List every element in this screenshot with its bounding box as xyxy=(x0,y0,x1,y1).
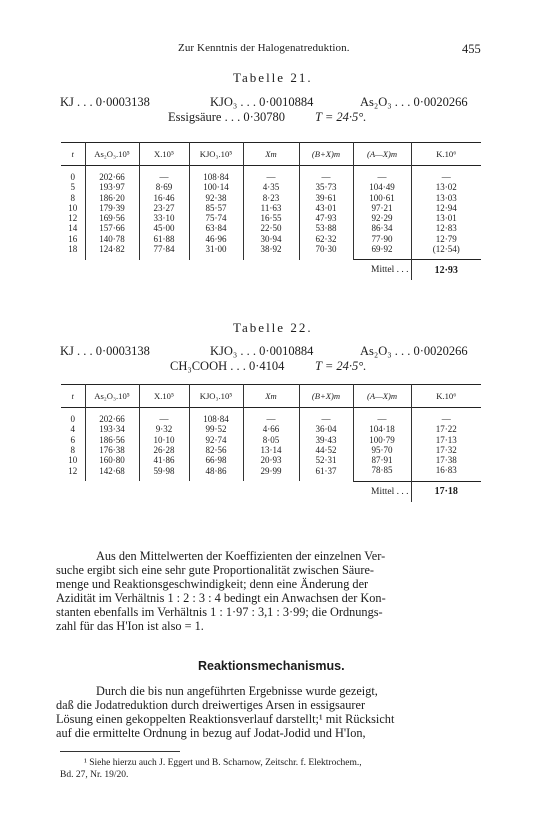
paragraph-mechanism xyxy=(56,684,494,740)
table-cell: 36·04 xyxy=(299,424,353,434)
table-cell: 14 xyxy=(68,223,78,234)
table-cell: 4 xyxy=(70,424,75,435)
paragraph-line: menge und Reaktionsgeschwindigkeit; denn eine Änderung der xyxy=(56,577,369,591)
running-head-title: Zur Kenntnis der Halogenatreduktion. xyxy=(178,42,350,54)
table-cell: 99·52 xyxy=(189,424,243,434)
table-cell: 77·90 xyxy=(353,234,411,244)
table-row xyxy=(61,445,481,455)
table-cell: 95·70 xyxy=(353,445,411,455)
table-cell: 13·02 xyxy=(411,182,481,192)
table-cell: 202·66 xyxy=(85,408,139,425)
table-cell: 202·66 xyxy=(85,166,139,183)
table-cell: 8 xyxy=(70,444,75,455)
table-cell: 169·56 xyxy=(85,213,139,223)
table22 xyxy=(61,384,481,502)
table-cell: 23·27 xyxy=(139,203,189,213)
table-cell: 61·88 xyxy=(139,234,189,244)
table-cell: 39·61 xyxy=(299,193,353,203)
table-row xyxy=(61,465,481,481)
column-header: t xyxy=(71,391,74,401)
table-cell: 10 xyxy=(68,202,78,213)
table-cell: 142·68 xyxy=(85,465,139,481)
table-cell: 10·10 xyxy=(139,435,189,445)
page-number: 455 xyxy=(462,42,481,56)
table-cell: 17·13 xyxy=(411,435,481,445)
table-cell: 8·23 xyxy=(243,193,299,203)
table-row xyxy=(61,223,481,233)
table-cell: 86·34 xyxy=(353,223,411,233)
table-cell: 53·88 xyxy=(299,223,353,233)
table21 xyxy=(61,142,481,280)
paragraph-line: zahl für das H'Ion ist also = 1. xyxy=(56,619,204,633)
table-cell: 16·83 xyxy=(411,465,481,481)
table22-cond-kjo3: KJO₃ . . . 0·0010884 xyxy=(210,344,314,358)
column-header: X.10⁵ xyxy=(139,143,189,166)
column-header: K.10⁶ xyxy=(411,385,481,408)
table-cell: — xyxy=(411,408,481,425)
table-header-row xyxy=(61,143,481,166)
table-cell: 22·50 xyxy=(243,223,299,233)
table-cell: 41·86 xyxy=(139,455,189,465)
paragraph-line: stanten ebenfalls im Verhältnis 1 : 1·97 : 3,1 : 3·99; die Ordnungs- xyxy=(56,605,383,619)
table-cell: 5 xyxy=(70,182,75,193)
table-cell: 6 xyxy=(70,434,75,445)
table21-cond-acid: Essigsäure . . . 0·30780 xyxy=(168,110,285,124)
table-cell: 12 xyxy=(68,465,78,476)
table22-cond-acid: CH₃COOH . . . 0·4104 xyxy=(170,359,285,373)
table-cell: — xyxy=(353,166,411,183)
table-cell: 160·80 xyxy=(85,455,139,465)
table-cell: 17·22 xyxy=(411,424,481,434)
table-cell: 108·84 xyxy=(189,408,243,425)
table-cell: 186·56 xyxy=(85,435,139,445)
column-header: (B+X)m xyxy=(299,143,353,166)
table-cell: 17·32 xyxy=(411,445,481,455)
table-cell: 104·49 xyxy=(353,182,411,192)
table-cell: 16·55 xyxy=(243,213,299,223)
table-cell: 11·63 xyxy=(243,203,299,213)
table-cell: 20·93 xyxy=(243,455,299,465)
table-cell: — xyxy=(411,166,481,183)
table-cell: 0 xyxy=(70,414,75,424)
footnote-rule xyxy=(60,751,180,752)
table-cell: 17·38 xyxy=(411,455,481,465)
paragraph-line: Aus den Mittelwerten der Koeffizienten der einzelnen Ver- xyxy=(96,549,386,563)
table-cell: 8·05 xyxy=(243,435,299,445)
column-header: X.10⁵ xyxy=(139,385,189,408)
table-cell: 124·82 xyxy=(85,244,139,260)
table21-mittel-value: 12·93 xyxy=(411,260,481,281)
column-header: KJO₃.10⁵ xyxy=(189,143,243,166)
table-cell: 0 xyxy=(70,172,75,182)
table-cell: 12 xyxy=(68,213,78,224)
table22-mittel-label: Mittel . . . xyxy=(353,481,411,502)
table-cell: — xyxy=(139,166,189,183)
column-header: (A—X)m xyxy=(353,143,411,166)
column-header: Xm xyxy=(243,385,299,408)
table-row xyxy=(61,203,481,213)
table-cell: 45·00 xyxy=(139,223,189,233)
table-cell: 85·57 xyxy=(189,203,243,213)
table-cell: 31·00 xyxy=(189,244,243,260)
table-cell: 100·79 xyxy=(353,435,411,445)
table21-cond-temp: T = 24·5°. xyxy=(315,110,367,124)
table-cell: 4·66 xyxy=(243,424,299,434)
table-cell: 92·74 xyxy=(189,435,243,445)
table-cell: 77·84 xyxy=(139,244,189,260)
table-cell: 87·91 xyxy=(353,455,411,465)
table-cell: 4·35 xyxy=(243,182,299,192)
table-cell: 140·78 xyxy=(85,234,139,244)
table-cell: (12·54) xyxy=(411,244,481,260)
table-row xyxy=(61,234,481,244)
table-cell: 97·21 xyxy=(353,203,411,213)
paragraph-line: Azidität im Verhältnis 1 : 2 : 3 : 4 bedingt ein Anwachsen der Kon- xyxy=(56,591,386,605)
table-cell: 100·14 xyxy=(189,182,243,192)
table-cell: 108·84 xyxy=(189,166,243,183)
table-cell: — xyxy=(139,408,189,425)
table21-cond-kj: KJ . . . 0·0003138 xyxy=(60,95,150,109)
paragraph-proportionality xyxy=(56,549,494,633)
column-header: (B+X)m xyxy=(299,385,353,408)
table-cell: 18 xyxy=(68,244,78,255)
paragraph-line: suche ergibt sich eine sehr gute Proportionalität zwischen Säure- xyxy=(56,563,375,577)
table-cell: 92·38 xyxy=(189,193,243,203)
table-cell: 61·37 xyxy=(299,465,353,481)
table-header-row xyxy=(61,385,481,408)
table-cell: 186·20 xyxy=(85,193,139,203)
table-cell: 75·74 xyxy=(189,213,243,223)
table-cell: 66·98 xyxy=(189,455,243,465)
column-header: (A—X)m xyxy=(353,385,411,408)
table-cell: 39·43 xyxy=(299,435,353,445)
table-cell: — xyxy=(299,166,353,183)
table-cell: 35·73 xyxy=(299,182,353,192)
table-row xyxy=(61,166,481,183)
table22-mittel-value: 17·18 xyxy=(411,481,481,502)
table-cell: 12·94 xyxy=(411,203,481,213)
table-cell: 92·29 xyxy=(353,213,411,223)
table-cell: 33·10 xyxy=(139,213,189,223)
table-cell: — xyxy=(243,166,299,183)
table-cell: 78·85 xyxy=(353,465,411,481)
table-cell: 38·92 xyxy=(243,244,299,260)
table-row xyxy=(61,408,481,425)
table22-cond-temp: T = 24·5°. xyxy=(315,359,367,373)
table-row xyxy=(61,455,481,465)
table-row xyxy=(61,424,481,434)
table-cell: 59·98 xyxy=(139,465,189,481)
table-cell: 63·84 xyxy=(189,223,243,233)
table-cell: 13·03 xyxy=(411,193,481,203)
table-cell: 16 xyxy=(68,233,78,244)
table21-cond-kjo3: KJO₃ . . . 0·0010884 xyxy=(210,95,314,109)
table-cell: 52·31 xyxy=(299,455,353,465)
column-header: K.10⁶ xyxy=(411,143,481,166)
table21-mittel-label: Mittel . . . xyxy=(353,260,411,281)
table-cell: 9·32 xyxy=(139,424,189,434)
column-header: KJO₃.10⁵ xyxy=(189,385,243,408)
footnote-line: Bd. 27, Nr. 19/20. xyxy=(60,770,129,780)
table-cell: 157·66 xyxy=(85,223,139,233)
table-row xyxy=(61,193,481,203)
paragraph-line: auf die ermittelte Ordnung in bezug auf Jodat-Jodid und H'Ion, xyxy=(56,726,366,740)
table-cell: 193·97 xyxy=(85,182,139,192)
table-cell: 43·01 xyxy=(299,203,353,213)
table21-caption: Tabelle 21. xyxy=(233,70,313,85)
table-cell: 62·32 xyxy=(299,234,353,244)
table-cell: 10 xyxy=(68,455,78,466)
table-cell: 179·39 xyxy=(85,203,139,213)
table-cell: 26·28 xyxy=(139,445,189,455)
table-cell: — xyxy=(299,408,353,425)
table-cell: 16·46 xyxy=(139,193,189,203)
table-row xyxy=(61,213,481,223)
table-cell: 70·30 xyxy=(299,244,353,260)
table-cell: 12·79 xyxy=(411,234,481,244)
table-cell: — xyxy=(353,408,411,425)
column-header: t xyxy=(71,149,74,159)
paragraph-line: Durch die bis nun angeführten Ergebnisse wurde gezeigt, xyxy=(96,684,378,698)
table-cell: 176·38 xyxy=(85,445,139,455)
table-cell: 104·18 xyxy=(353,424,411,434)
table-cell: 44·52 xyxy=(299,445,353,455)
table22-caption: Tabelle 22. xyxy=(233,320,313,335)
paragraph-line: daß die Jodatreduktion durch dreiwertiges Arsen in essigsaurer xyxy=(56,698,366,712)
table-row xyxy=(61,182,481,192)
table-cell: 8 xyxy=(70,192,75,203)
table-cell: 69·92 xyxy=(353,244,411,260)
table-cell: 47·93 xyxy=(299,213,353,223)
column-header: As₂O₃.10⁵ xyxy=(85,385,139,408)
table-cell: 46·96 xyxy=(189,234,243,244)
table-cell: — xyxy=(243,408,299,425)
footnote-line: ¹ Siehe hierzu auch J. Eggert und B. Scharnow, Zeitschr. f. Elektrochem., xyxy=(84,758,362,768)
footnote xyxy=(60,757,500,781)
section-heading: Reaktionsmechanismus. xyxy=(198,659,345,673)
table-row xyxy=(61,244,481,260)
table-cell: 193·34 xyxy=(85,424,139,434)
table21-cond-as2o3: As₂O₃ . . . 0·0020266 xyxy=(360,95,468,109)
table-cell: 82·56 xyxy=(189,445,243,455)
table-row xyxy=(61,435,481,445)
column-header: Xm xyxy=(243,143,299,166)
table-cell: 12·83 xyxy=(411,223,481,233)
table-cell: 13·01 xyxy=(411,213,481,223)
table-cell: 8·69 xyxy=(139,182,189,192)
table-cell: 100·61 xyxy=(353,193,411,203)
table22-cond-as2o3: As₂O₃ . . . 0·0020266 xyxy=(360,344,468,358)
table-cell: 30·94 xyxy=(243,234,299,244)
column-header: As₂O₃.10⁵ xyxy=(85,143,139,166)
table-cell: 13·14 xyxy=(243,445,299,455)
table-cell: 29·99 xyxy=(243,465,299,481)
paragraph-line: Lösung einen gekoppelten Reaktionsverlauf darstellt;¹ mit Rücksicht xyxy=(56,712,395,726)
table22-cond-kj: KJ . . . 0·0003138 xyxy=(60,344,150,358)
table-cell: 48·86 xyxy=(189,465,243,481)
